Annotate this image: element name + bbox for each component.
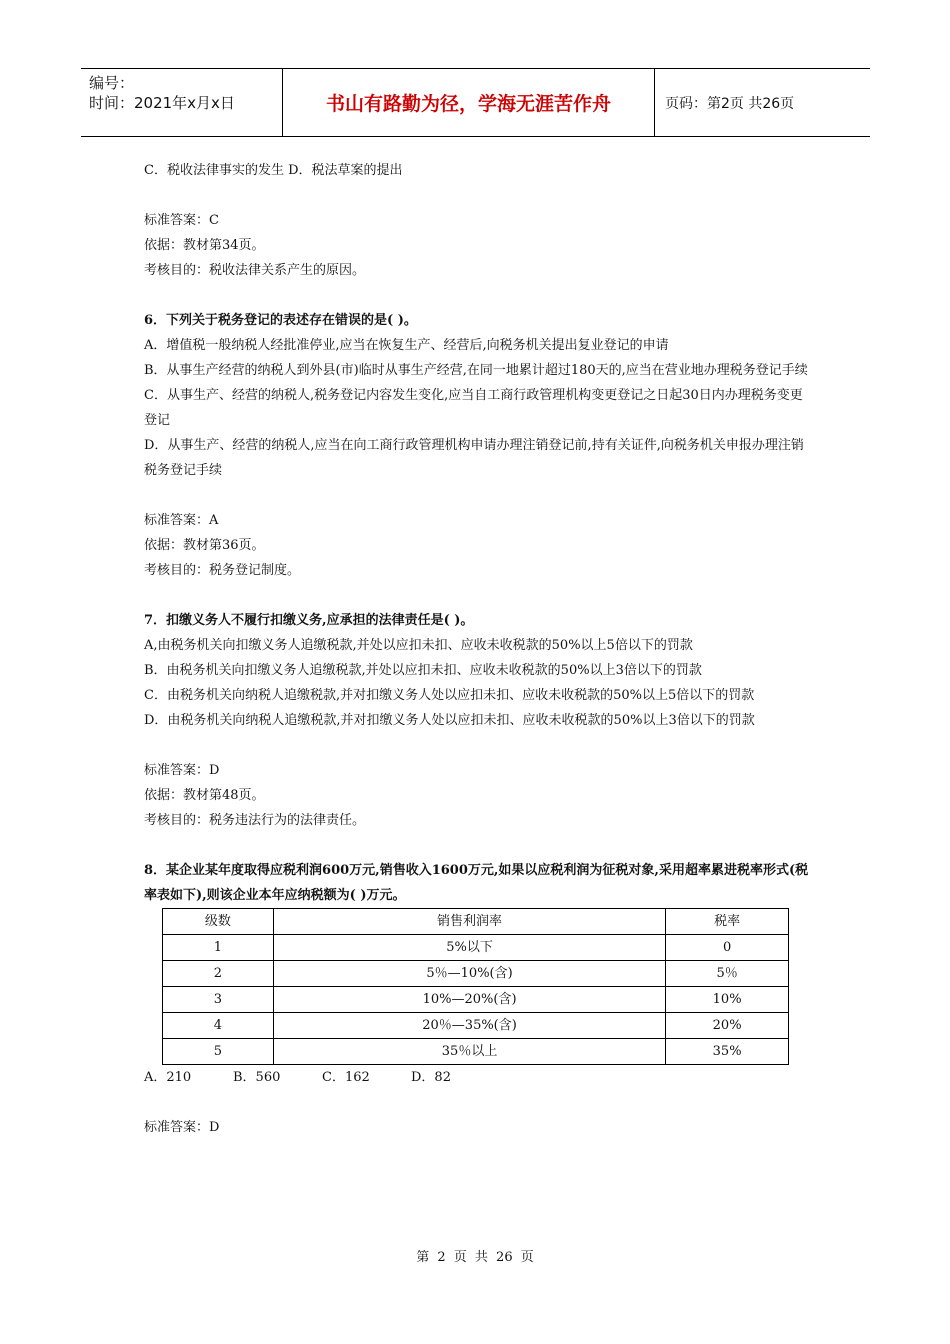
q7-basis: 依据：教材第48页。 [144,788,265,803]
table-row [163,1013,789,1039]
table-cell: 1 [163,935,274,961]
q8-option-b: B．560 [233,1070,281,1085]
table-header-cell: 级数 [163,909,274,935]
q6-option-a: A．增值税一般纳税人经批准停业,应当在恢复生产、经营后,向税务机关提出复业登记的申请 [144,338,669,353]
document-body [144,158,814,1140]
tax-rate-table [162,908,789,1065]
q8-option-a: A．210 [144,1070,192,1085]
table-cell: 5 [163,1039,274,1065]
table-row [163,935,789,961]
table-cell: 4 [163,1013,274,1039]
q5-answer: 标准答案：C [144,213,219,228]
q8-option-c: C．162 [322,1070,370,1085]
table-row [163,961,789,987]
q7-answer: 标准答案：D [144,763,220,778]
table-header-cell: 税率 [666,909,789,935]
q5-basis: 依据：教材第34页。 [144,238,265,253]
q7-option-c: C．由税务机关向纳税人追缴税款,并对扣缴义务人处以应扣未扣、应收未收税款的50%以上5倍以下的罚款 [144,688,755,703]
q6-question: 6．下列关于税务登记的表述存在错误的是( )。 [144,313,417,328]
q8-answer: 标准答案：D [144,1120,220,1135]
page-header [81,68,870,137]
doc-time-label: 时间：2021年x月x日 [89,94,235,112]
table-cell: 35％以上 [273,1039,665,1065]
q6-option-d: D．从事生产、经营的纳税人,应当在向工商行政管理机构申请办理注销登记前,持有关证件,向税务机关申报办理注销税务登记手续 [144,438,804,478]
q6-option-b: B．从事生产经营的纳税人到外县(市)临时从事生产经营,在同一地累计超过180天的,应当在营业地办理税务登记手续 [144,363,808,378]
q5-option-cd: C．税收法律事实的发生 D．税法草案的提出 [144,163,403,178]
q7-option-d: D．由税务机关向纳税人追缴税款,并对扣缴义务人处以应扣未扣、应收未收税款的50%以上3倍以下的罚款 [144,713,755,728]
table-header-row [163,909,789,935]
q6-answer: 标准答案：A [144,513,219,528]
q8-option-d: D．82 [411,1070,451,1085]
table-cell: 5％ [666,961,789,987]
q7-option-a: A,由税务机关向扣缴义务人追缴税款,并处以应扣未扣、应收未收税款的50%以上5倍以下的罚款 [144,638,693,653]
q7-goal: 考核目的：税务违法行为的法律责任。 [144,813,366,828]
q6-basis: 依据：教材第36页。 [144,538,265,553]
header-meta [81,69,282,136]
header-page-info: 页码：第2页 共26页 [665,95,795,112]
table-cell: 35% [666,1039,789,1065]
table-cell: 0 [666,935,789,961]
table-cell: 5％—10%(含) [273,961,665,987]
table-cell: 10% [666,987,789,1013]
q6-goal: 考核目的：税务登记制度。 [144,563,301,578]
doc-number-label: 编号： [89,74,135,92]
q7-question: 7．扣缴义务人不履行扣缴义务,应承担的法律责任是( )。 [144,613,474,628]
q8-options [144,1065,814,1090]
table-cell: 3 [163,987,274,1013]
table-cell: 2 [163,961,274,987]
table-cell: 10%—20%(含) [273,987,665,1013]
q5-goal: 考核目的：税收法律关系产生的原因。 [144,263,366,278]
table-row [163,1039,789,1065]
q6-option-c: C．从事生产、经营的纳税人,税务登记内容发生变化,应当自工商行政管理机构变更登记之日起30日内办理税务变更登记 [144,388,803,428]
q7-option-b: B．由税务机关向扣缴义务人追缴税款,并处以应扣未扣、应收未收税款的50%以上3倍以下的罚款 [144,663,702,678]
table-cell: 20% [666,1013,789,1039]
table-header-cell: 销售利润率 [273,909,665,935]
header-motto: 书山有路勤为径，学海无涯苦作舟 [282,69,655,136]
table-row [163,987,789,1013]
table-cell: 5%以下 [273,935,665,961]
page-footer: 第 2 页 共 26 页 [416,1250,534,1265]
q8-question: 8．某企业某年度取得应税利润600万元,销售收入1600万元,如果以应税利润为征税对象,采用超率累进税率形式(税率表如下),则该企业本年应纳税额为( )万元。 [144,863,809,903]
table-cell: 20％—35%(含) [273,1013,665,1039]
